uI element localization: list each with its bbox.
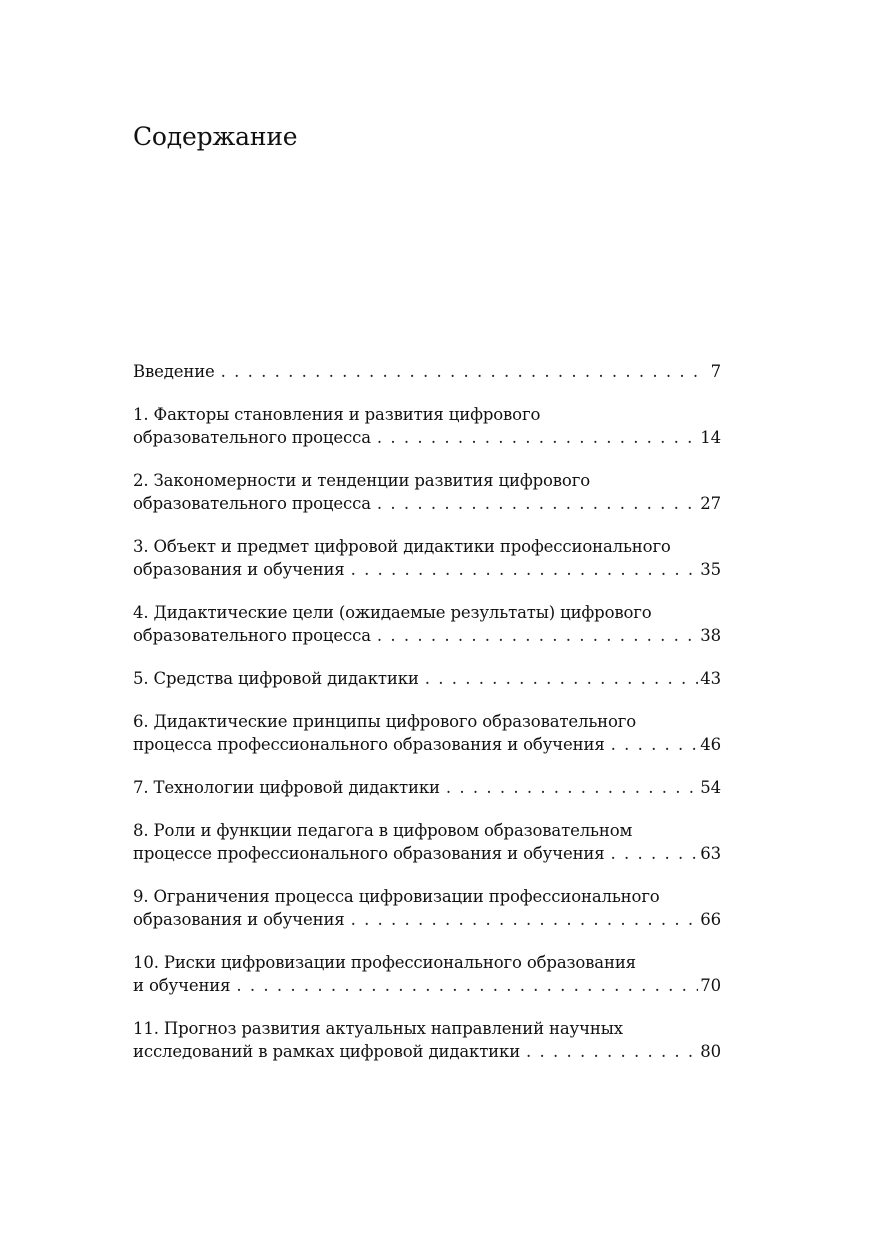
toc-entry[interactable] — [133, 360, 721, 383]
toc-entry-page-number: 46 — [700, 735, 721, 754]
toc-entry[interactable] — [133, 819, 721, 865]
toc-entry-title-line: Введение — [133, 362, 215, 381]
toc-entry-page-number: 54 — [700, 778, 721, 797]
toc-entry-title-line: 2. Закономерности и тенденции развития цифрового — [133, 471, 590, 490]
toc-entry-page-number: 70 — [700, 976, 721, 995]
page-title: Содержание — [133, 122, 298, 151]
toc-entry-title-line: 3. Объект и предмет цифровой дидактики профессионального — [133, 537, 671, 556]
dot-leader — [221, 360, 701, 383]
toc-entry-last-line — [133, 667, 721, 690]
toc-entry[interactable] — [133, 469, 721, 515]
toc-entry[interactable] — [133, 601, 721, 647]
dot-leader — [377, 492, 698, 515]
toc-entry-title-line: 4. Дидактические цели (ожидаемые результаты) цифрового — [133, 603, 652, 622]
toc-entry-title-line: 8. Роли и функции педагога в цифровом образовательном — [133, 821, 633, 840]
dot-leader — [611, 842, 699, 865]
toc-entry-last-line — [133, 426, 721, 449]
toc-entry-title-line: процесса профессионального образования и обучения — [133, 735, 605, 754]
toc-entry-last-line — [133, 1040, 721, 1063]
toc-entry[interactable] — [133, 710, 721, 756]
toc-entry-last-line — [133, 908, 721, 931]
table-of-contents — [133, 360, 721, 1083]
toc-entry-last-line — [133, 624, 721, 647]
toc-entry-title-line: образовательного процесса — [133, 428, 371, 447]
dot-leader — [377, 624, 698, 647]
toc-entry-title-line: образования и обучения — [133, 910, 345, 929]
toc-entry-title-line: образовательного процесса — [133, 494, 371, 513]
toc-entry-title-line: и обучения — [133, 976, 231, 995]
toc-entry-page-number: 7 — [710, 362, 721, 381]
toc-entry[interactable] — [133, 776, 721, 799]
toc-entry-title-line: 5. Средства цифровой дидактики — [133, 669, 419, 688]
dot-leader — [425, 667, 699, 690]
toc-entry-last-line — [133, 776, 721, 799]
toc-entry-page-number: 27 — [700, 494, 721, 513]
toc-entry-title-line: 6. Дидактические принципы цифрового образовательного — [133, 712, 637, 731]
toc-entry-page-number: 63 — [700, 844, 721, 863]
toc-entry-page-number: 38 — [700, 626, 721, 645]
toc-entry-last-line — [133, 974, 721, 997]
toc-entry-title-line: образовательного процесса — [133, 626, 371, 645]
toc-entry-page-number: 14 — [700, 428, 721, 447]
dot-leader — [611, 733, 699, 756]
toc-entry[interactable] — [133, 403, 721, 449]
toc-entry-page-number: 43 — [700, 669, 721, 688]
toc-entry-title-line: 1. Факторы становления и развития цифрового — [133, 405, 541, 424]
toc-entry-title-line: 7. Технологии цифровой дидактики — [133, 778, 440, 797]
toc-entry-last-line — [133, 492, 721, 515]
toc-entry-last-line — [133, 360, 721, 383]
toc-entry-title-line: 9. Ограничения процесса цифровизации профессионального — [133, 887, 660, 906]
toc-entry-title-line: процессе профессионального образования и обучения — [133, 844, 605, 863]
toc-entry[interactable] — [133, 1017, 721, 1063]
dot-leader — [351, 908, 699, 931]
toc-entry-page-number: 80 — [700, 1042, 721, 1061]
dot-leader — [236, 974, 698, 997]
dot-leader — [351, 558, 699, 581]
toc-entry-last-line — [133, 733, 721, 756]
toc-entry-last-line — [133, 842, 721, 865]
toc-entry[interactable] — [133, 885, 721, 931]
toc-entry-page-number: 66 — [700, 910, 721, 929]
dot-leader — [526, 1040, 698, 1063]
toc-entry[interactable] — [133, 951, 721, 997]
toc-entry-title-line: 10. Риски цифровизации профессионального образования — [133, 953, 636, 972]
toc-entry-title-line: образования и обучения — [133, 560, 345, 579]
toc-entry-last-line — [133, 558, 721, 581]
toc-entry[interactable] — [133, 535, 721, 581]
dot-leader — [446, 776, 698, 799]
toc-entry-page-number: 35 — [700, 560, 721, 579]
dot-leader — [377, 426, 698, 449]
toc-entry[interactable] — [133, 667, 721, 690]
toc-entry-title-line: 11. Прогноз развития актуальных направлений научных — [133, 1019, 623, 1038]
toc-entry-title-line: исследований в рамках цифровой дидактики — [133, 1042, 521, 1061]
